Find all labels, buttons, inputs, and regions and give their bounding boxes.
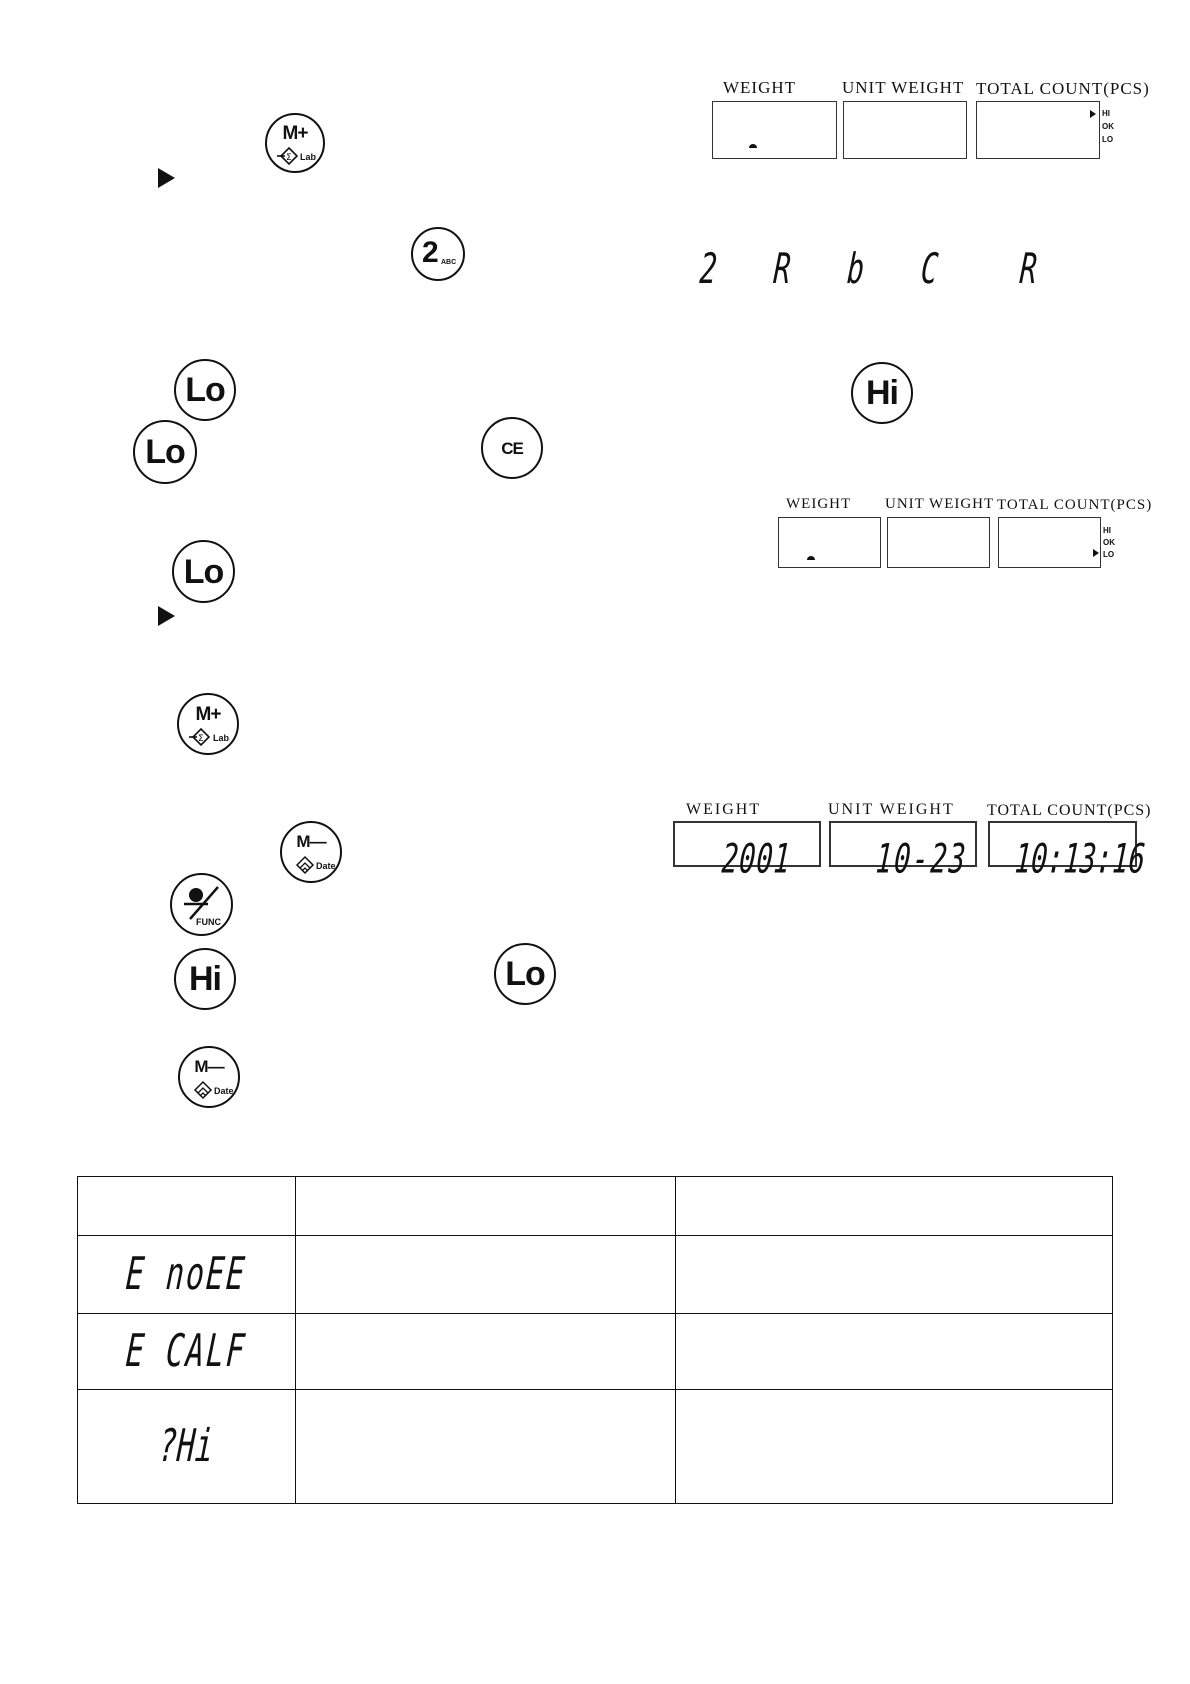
date-stack-icon-2 bbox=[192, 1078, 214, 1102]
segment-letters-2abc: 2 R b C bbox=[698, 243, 960, 294]
m-plus-button-2[interactable] bbox=[177, 693, 239, 755]
table-row bbox=[78, 1314, 1113, 1390]
ok-label-2: OK bbox=[1103, 538, 1115, 547]
lo-label-2: Lo bbox=[145, 433, 185, 471]
func-button[interactable] bbox=[170, 873, 233, 936]
table-cell bbox=[296, 1236, 676, 1314]
hi-label-1: Hi bbox=[866, 374, 898, 412]
error-code-cell bbox=[78, 1236, 296, 1314]
lo-label-2: LO bbox=[1103, 550, 1115, 559]
step-arrow-icon-2 bbox=[158, 606, 175, 626]
table-cell bbox=[676, 1390, 1113, 1504]
lo-button-1[interactable] bbox=[174, 359, 236, 421]
m-plus-button[interactable] bbox=[265, 113, 325, 173]
m-minus-sub-label: Date bbox=[316, 861, 336, 871]
lcd2-total-count-label: TOTAL COUNT(PCS) bbox=[997, 497, 1153, 513]
table-header-cell bbox=[676, 1177, 1113, 1236]
lcd3-total-count-label: TOTAL COUNT(PCS) bbox=[987, 802, 1152, 819]
lcd1-unit-weight-label: UNIT WEIGHT bbox=[842, 78, 965, 97]
svg-text:Σ: Σ bbox=[286, 153, 292, 163]
sigma-diamond-icon-2 bbox=[189, 728, 213, 746]
table-cell bbox=[296, 1314, 676, 1390]
m-minus-sub-label-2: Date bbox=[214, 1086, 234, 1096]
lo-button-2[interactable] bbox=[133, 420, 197, 484]
table-header-cell bbox=[296, 1177, 676, 1236]
key-2-sub-label: ABC bbox=[441, 259, 457, 266]
lcd1-unit-weight-box bbox=[843, 101, 967, 159]
lcd2-weight-box bbox=[778, 517, 881, 568]
date-stack-icon bbox=[294, 853, 316, 877]
lcd2-total-count-box bbox=[998, 517, 1101, 568]
ok-label: OK bbox=[1102, 122, 1114, 131]
table-header-row bbox=[78, 1177, 1113, 1236]
lcd1-total-count-box bbox=[976, 101, 1100, 159]
lo-label-1: Lo bbox=[185, 371, 225, 409]
lo-label: LO bbox=[1102, 135, 1114, 144]
hi-button-1[interactable] bbox=[851, 362, 913, 424]
lo-button-4[interactable] bbox=[494, 943, 556, 1005]
hi-button-2[interactable] bbox=[174, 948, 236, 1010]
lcd2-weight-label: WEIGHT bbox=[786, 496, 852, 512]
lo-label-4: Lo bbox=[505, 955, 545, 993]
date-unit-weight-value: 10-23 bbox=[874, 836, 969, 883]
error-code-cell bbox=[78, 1390, 296, 1504]
lcd3-unit-weight-label: UNIT WEIGHT bbox=[828, 801, 955, 818]
error-code-table bbox=[77, 1176, 1113, 1504]
date-total-count-value: 10:13:16 bbox=[1013, 836, 1147, 883]
table-cell bbox=[296, 1390, 676, 1504]
error-code-hi: ?Hi bbox=[157, 1420, 216, 1473]
step-arrow-icon bbox=[158, 168, 175, 188]
ce-button[interactable] bbox=[481, 417, 543, 479]
error-code-cell bbox=[78, 1314, 296, 1390]
error-code-calf: E CALF bbox=[124, 1325, 249, 1378]
hi-label: HI bbox=[1102, 109, 1110, 118]
lo-label-3: Lo bbox=[183, 552, 224, 591]
lo-pointer-icon bbox=[1093, 549, 1099, 557]
lcd2-unit-weight-box bbox=[887, 517, 990, 568]
table-cell bbox=[676, 1314, 1113, 1390]
key-2-button[interactable] bbox=[411, 227, 465, 281]
svg-text:Σ: Σ bbox=[198, 734, 204, 744]
lo-button-3[interactable] bbox=[172, 540, 235, 603]
hi-ok-lo-legend-1 bbox=[1102, 107, 1114, 146]
stable-indicator-icon-2 bbox=[807, 556, 815, 560]
m-minus-label: M— bbox=[296, 832, 326, 851]
m-plus-label-2: M+ bbox=[195, 704, 221, 725]
m-minus-label-2: M— bbox=[194, 1057, 224, 1076]
lcd3-weight-label: WEIGHT bbox=[686, 801, 762, 818]
segment-letter-a: R bbox=[1018, 243, 1039, 294]
lcd1-total-count-label: TOTAL COUNT(PCS) bbox=[976, 79, 1150, 98]
hi-pointer-icon bbox=[1090, 110, 1096, 118]
lcd1-weight-box bbox=[712, 101, 837, 159]
key-2-label: 2 bbox=[422, 236, 438, 269]
m-plus-sub-label-2: Lab bbox=[213, 733, 230, 743]
table-row bbox=[78, 1390, 1113, 1504]
stable-indicator-icon bbox=[749, 144, 757, 148]
table-header-cell bbox=[78, 1177, 296, 1236]
sigma-diamond-icon bbox=[277, 147, 301, 165]
func-sub-label: FUNC bbox=[196, 917, 221, 927]
lcd1-weight-label: WEIGHT bbox=[723, 78, 797, 97]
m-minus-button[interactable] bbox=[280, 821, 342, 883]
error-code-noee: E noEE bbox=[124, 1248, 249, 1301]
m-minus-button-2[interactable] bbox=[178, 1046, 240, 1108]
date-weight-value: 2001 bbox=[720, 836, 793, 883]
lcd2-unit-weight-label: UNIT WEIGHT bbox=[885, 496, 995, 512]
m-plus-sub-label: Lab bbox=[300, 152, 317, 162]
m-plus-label: M+ bbox=[282, 123, 308, 144]
hi-ok-lo-legend-2 bbox=[1103, 525, 1115, 561]
table-cell bbox=[676, 1236, 1113, 1314]
table-row bbox=[78, 1236, 1113, 1314]
hi-label-2-key: Hi bbox=[189, 960, 221, 998]
hi-label-2: HI bbox=[1103, 526, 1111, 535]
ce-label: CE bbox=[501, 438, 523, 458]
